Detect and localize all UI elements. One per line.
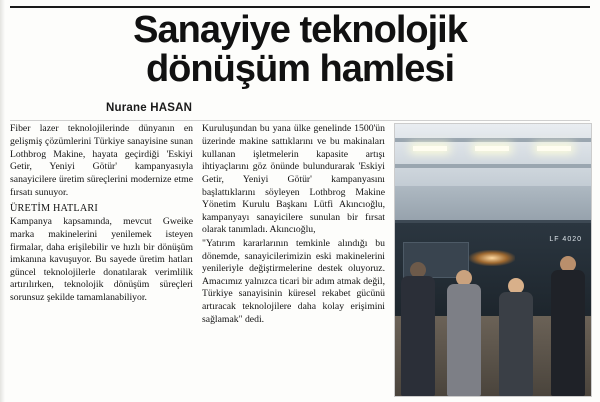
- column-two-paragraph-1: Kuruluşundan bu yana ülke genelinde 1500'ün üzerinde makine sattıklarını ve bu makinaları kullanan işletmelerin kapasite artışı ihtiyaçlarını göz önünde bulundurarak 'Eskiyi Getir, Yeniyi Götür' kampanyasını başlattıklarını söyleyen Lothbrog Makine Yönetim Kurulu Başkanı Lütfi Akıncıoğlu, kampanyayı sanayicilere sunulan bir fırsat olarak tanımladı. Akıncıoğlu,: [202, 123, 385, 236]
- column-two: [202, 123, 385, 401]
- photo-person-body: [447, 284, 481, 396]
- photo-person: [447, 270, 481, 396]
- photo-ceiling: [395, 124, 591, 186]
- photo-person-body: [401, 276, 435, 396]
- column-two-paragraph-2: "Yatırım kararlarının temkinle alındığı bu dönemde, sanayicilerimizin eski makinelerini yenileriyle değiştirmelerine destek oluyoruz. Amacımız yalnızca ticari bir adım atmak değil, Türkiye sanayisinin küresel rekabet gücünü artıracak teknolojilere daha kolay erişimini sağlamak" dedi.: [202, 237, 385, 325]
- photo-ceiling-beam: [395, 164, 591, 168]
- column-three: [394, 123, 590, 401]
- column-one: [10, 123, 193, 401]
- photo-person: [551, 256, 585, 396]
- top-rule: [10, 6, 590, 8]
- photo-ceiling-light: [413, 146, 447, 151]
- photo-ceiling-light: [537, 146, 571, 151]
- photo-machine-label: LF 4020: [549, 236, 582, 244]
- photo-person: [401, 262, 435, 396]
- photo-person: [499, 278, 533, 396]
- article-photo: [394, 123, 592, 397]
- photo-person-body: [499, 292, 533, 396]
- photo-ceiling-beam: [395, 138, 591, 142]
- photo-laser-glow: [469, 250, 515, 266]
- column-one-paragraph-1: Fiber lazer teknolojilerinde dünyanın en gelişmiş çözümlerini Türkiye sanayisine sunan Lothbrog Makine, hayata geçirdiği 'Eskiyi Getir, Yeniyi Götür' kampanyasıyla sanayicilere üretim süreçlerini modernize etme fırsatı sunuyor.: [10, 123, 193, 198]
- column-one-subhead: ÜRETİM HATLARI: [10, 203, 98, 215]
- photo-person-body: [551, 270, 585, 396]
- headline-line-1: Sanayiye teknolojik: [133, 9, 467, 51]
- page-edge-shadow: [0, 0, 5, 402]
- byline: Nurane HASAN: [106, 102, 193, 115]
- column-one-paragraph-2: Kampanya kapsamında, mevcut Gweike marka makinelerini yenilemek isteyen firmalar, daha erişilebilir ve hızlı bir dönüşüm imkanına kavuşuyor. Bu sayede üretim hatları güncel teknolojilerle donatılarak verimlilik artırılırken, teknolojik dönüşüm süreçleri sorunsuz şekilde tamamlanabiliyor.: [10, 216, 193, 304]
- article-body: [10, 123, 590, 401]
- headline-line-2: dönüşüm hamlesi: [145, 48, 455, 91]
- headline-divider: [10, 120, 590, 121]
- photo-ceiling-light: [475, 146, 509, 151]
- page-title: [10, 9, 590, 91]
